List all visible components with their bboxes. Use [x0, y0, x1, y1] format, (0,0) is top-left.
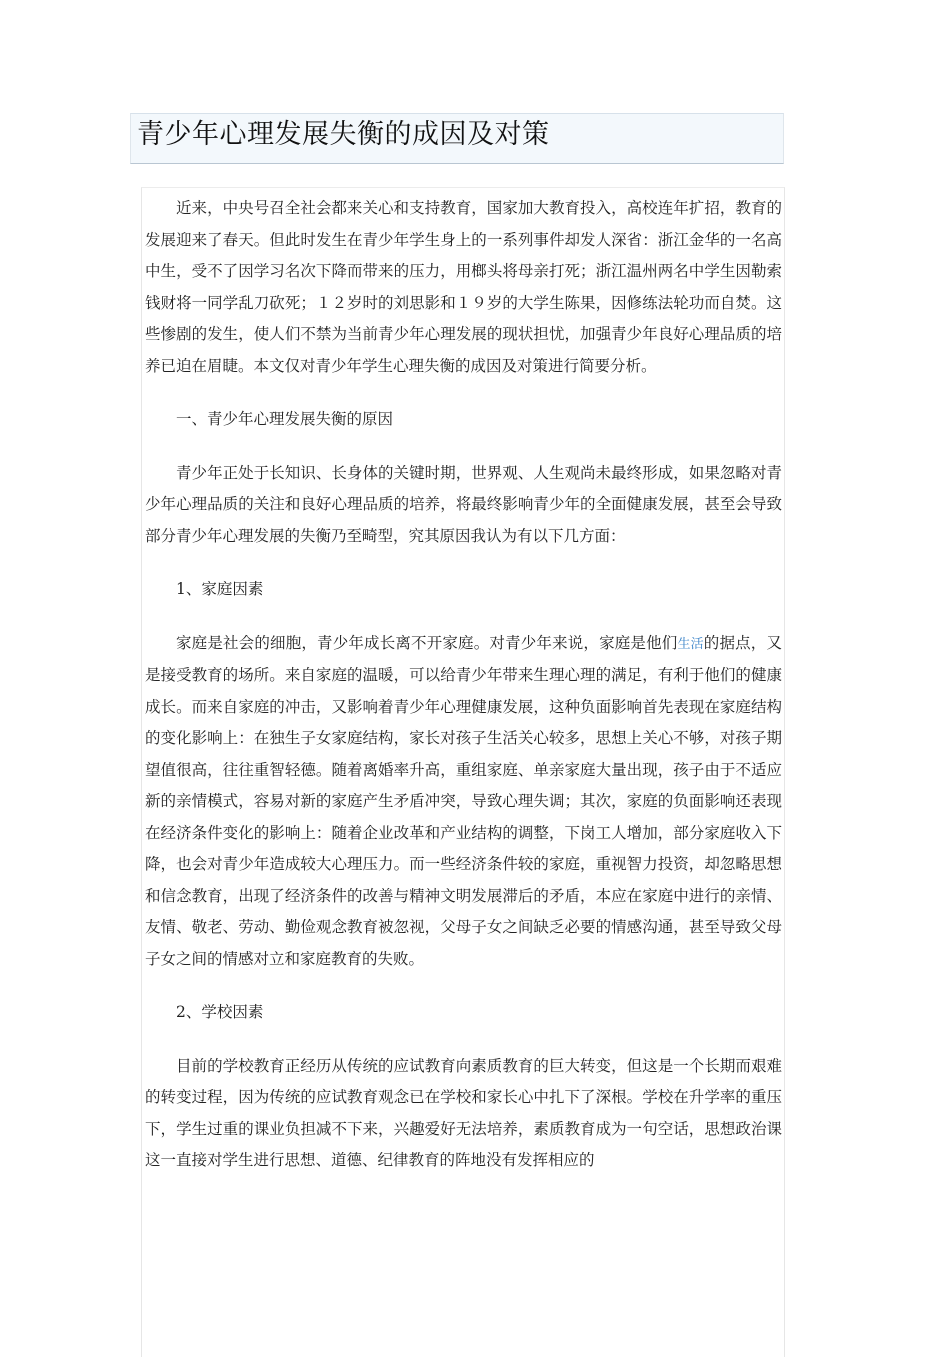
family-text-start: 家庭是社会的细胞，青少年成长离不开家庭。对青少年来说，家庭是他们	[176, 633, 678, 652]
school-paragraph: 目前的学校教育正经历从传统的应试教育向素质教育的巨大转变，但这是一个长期而艰难的转变过程，因为传统的应试教育观念已在学校和家长心中扎下了深根。学校在升学率的重压下，学生过重的课业负担减不下来，兴趣爱好无法培养，素质教育成为一句空话，思想政治课这一直接对学生进行思想、道德、纪律教育的阵地没有发挥相应的	[145, 1056, 782, 1169]
intro-paragraph: 近来，中央号召全社会都来关心和支持教育，国家加大教育投入，高校连年扩招，教育的发展迎来了春天。但此时发生在青少年学生身上的一系列事件却发人深省：浙江金华的一名高中生，受不了因学习名次下降而带来的压力，用榔头将母亲打死；浙江温州两名中学生因勒索钱财将一同学乱刀砍死；１２岁时的刘思影和１９岁的大学生陈果，因修练法轮功而自焚。这些惨剧的发生，使人们不禁为当前青少年心理发展的现状担忧，加强青少年良好心理品质的培养已迫在眉睫。本文仅对青少年学生心理失衡的成因及对策进行简要分析。	[145, 199, 782, 375]
page-title: 青少年心理发展失衡的成因及对策	[137, 119, 550, 150]
title-banner	[130, 113, 784, 164]
causes-paragraph: 青少年正处于长知识、长身体的关键时期，世界观、人生观尚未最终形成，如果忽略对青少年心理品质的关注和良好心理品质的培养，将最终影响青少年的全面健康发展，甚至会导致部分青少年心理发展的失衡乃至畸型，究其原因我认为有以下几方面：	[145, 463, 782, 545]
family-paragraph	[145, 628, 782, 976]
article-body	[141, 187, 785, 1357]
subheading-family: 1、家庭因素	[176, 580, 264, 598]
subheading-school: 2、学校因素	[176, 1003, 264, 1021]
family-text-end: 的据点，又是接受教育的场所。来自家庭的温暖，可以给青少年带来生理心理的满足，有利于他们的健康成长。而来自家庭的冲击，又影响着青少年心理健康发展，这种负面影响首先表现在家庭结构的变化影响上：在独生子女家庭结构，家长对孩子生活关心较多，思想上关心不够，对孩子期望值很高，往往重智轻德。随着离婚率升高，重组家庭、单亲家庭大量出现，孩子由于不适应新的亲情模式，容易对新的家庭产生矛盾冲突，导致心理失调；其次，家庭的负面影响还表现在经济条件变化的影响上：随着企业改革和产业结构的调整，下岗工人增加，部分家庭收入下降，也会对青少年造成较大心理压力。而一些经济条件较的家庭，重视智力投资，却忽略思想和信念教育，出现了经济条件的改善与精神文明发展滞后的矛盾，本应在家庭中进行的亲情、友情、敬老、劳动、勤俭观念教育被忽视，父母子女之间缺乏必要的情感沟通，甚至导致父母子女之间的情感对立和家庭教育的失败。	[145, 633, 782, 968]
section-heading-causes: 一、青少年心理发展失衡的原因	[176, 410, 394, 428]
life-link[interactable]: 生活	[677, 636, 704, 652]
